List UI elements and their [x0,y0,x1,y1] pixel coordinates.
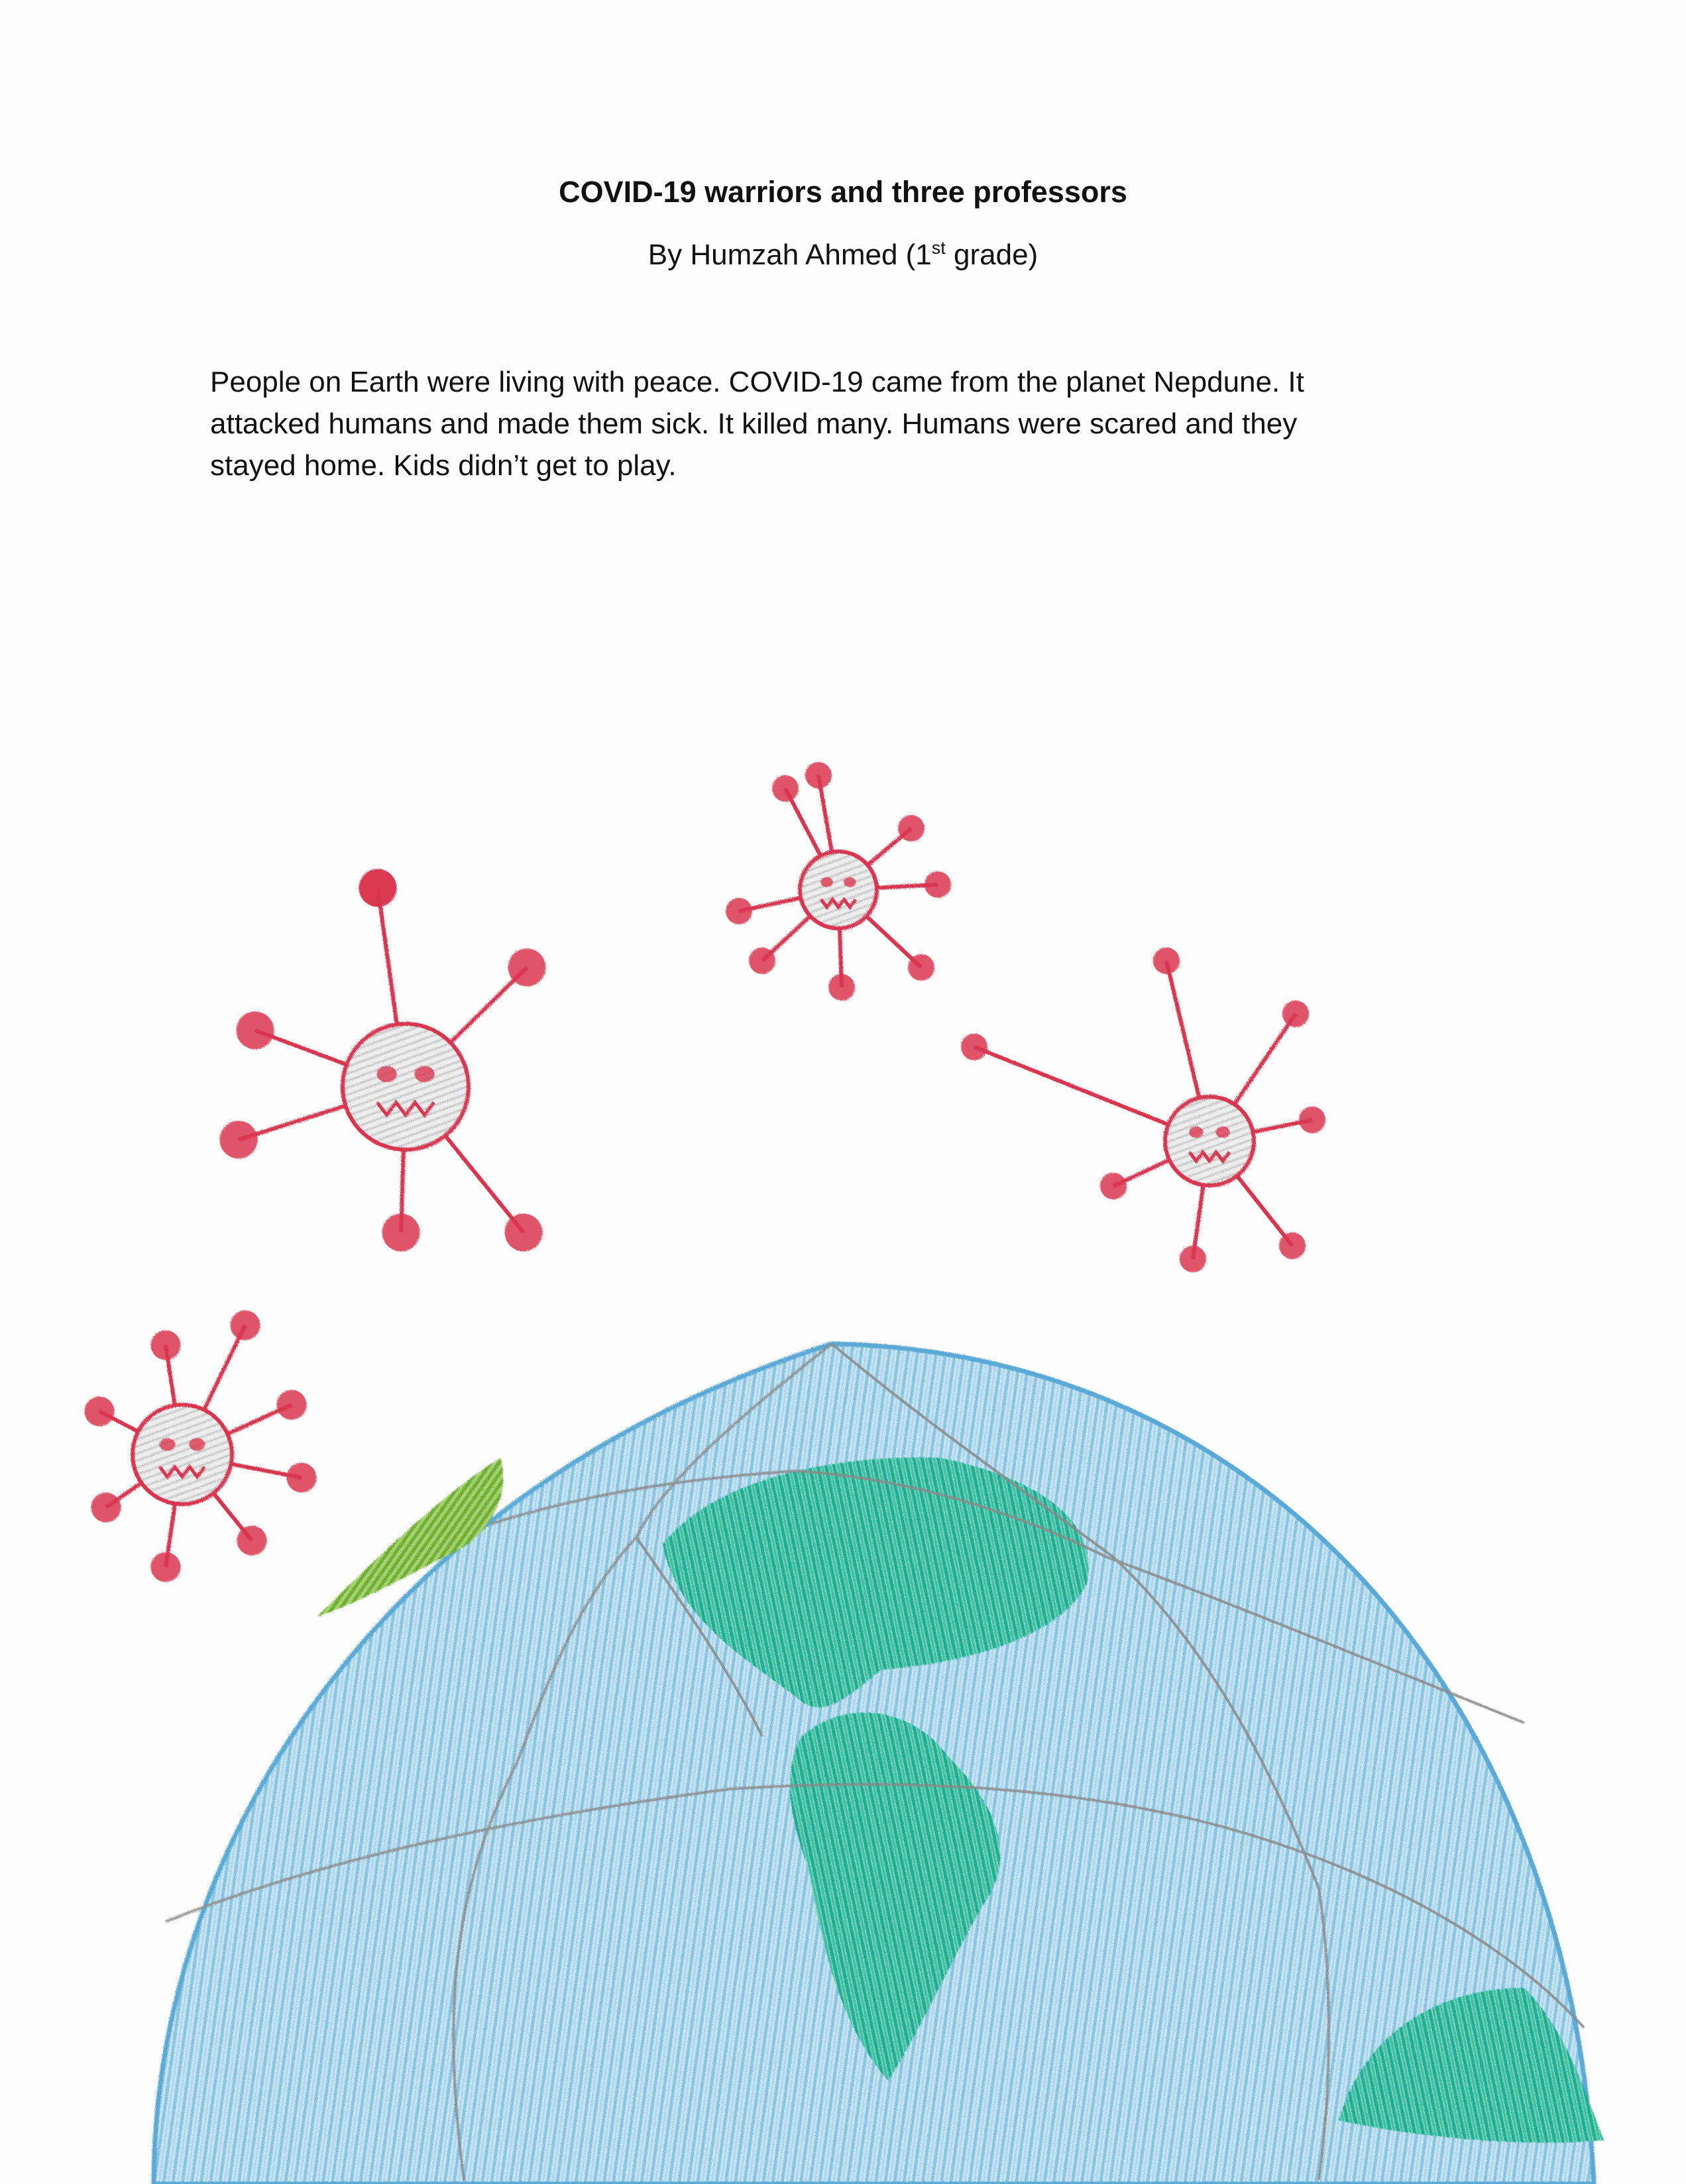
planet-earth-drawing [154,1344,1604,2184]
virus-eye [1189,1126,1203,1138]
virus-spike-knob [287,1463,317,1493]
virus-spike [974,1047,1168,1124]
virus-spike-knob [1299,1107,1325,1133]
virus-body [800,851,877,928]
virus-eye [1215,1126,1229,1138]
virus-eye [376,1066,396,1082]
story-line: People on Earth were living with peace. COVID-19 came from the planet Nepdune. It [210,366,1304,398]
virus-face-drawing [726,762,951,1001]
virus-spike [1237,1176,1292,1246]
byline-prefix: By Humzah Ahmed (1 [647,239,932,271]
virus-spike [1235,1014,1296,1105]
virus-spike-knob [805,762,832,789]
virus-spike-knob [908,954,934,981]
virus-spike-knob [508,949,546,987]
virus-face-drawing [220,869,546,1252]
virus-spike-knob [151,1553,181,1582]
virus-spike-knob [749,948,775,974]
virus-spike-knob [1180,1246,1206,1272]
virus-eye [190,1438,205,1450]
virus-spike-knob [726,898,752,924]
virus-face-drawing [961,948,1325,1272]
virus-spike-knob [359,869,397,907]
virus-spike-knob [898,815,925,842]
virus-spike-knob [237,1526,267,1556]
virus-eye [160,1438,176,1450]
virus-spike [1166,961,1199,1098]
virus-spike-knob [91,1493,121,1523]
virus-spike-knob [505,1214,543,1252]
virus-spike-knob [925,871,951,898]
virus-spike-knob [1100,1173,1127,1199]
virus-spike-knob [237,1012,274,1050]
virus-spike-knob [231,1311,260,1340]
virus-eye [844,877,856,887]
virus-spike-knob [961,1034,987,1060]
document-title: COVID-19 warriors and three professors [559,175,1127,209]
byline-superscript: st [931,238,946,258]
virus-spike-knob [277,1390,307,1420]
virus-face-drawing [85,1311,317,1582]
byline-suffix: grade) [945,239,1039,271]
virus-eye [820,877,833,887]
virus-spike-knob [828,974,855,1001]
virus-body [133,1405,232,1504]
virus-body [1165,1097,1254,1185]
virus-spike-knob [1279,1232,1306,1259]
story-line: stayed home. Kids didn’t get to play. [210,449,677,482]
virus-eye [414,1066,434,1082]
virus-spike-knob [151,1331,181,1360]
virus-spike-knob [85,1397,115,1427]
virus-spike-knob [1153,948,1180,974]
virus-spike [378,888,397,1024]
virus-body [343,1024,469,1150]
virus-spike-knob [772,775,799,802]
virus-spike-knob [220,1121,258,1159]
virus-spike-knob [1282,1001,1309,1027]
story-line: attacked humans and made them sick. It killed many. Humans were scared and they [210,408,1298,440]
virus-spike-knob [382,1214,420,1252]
